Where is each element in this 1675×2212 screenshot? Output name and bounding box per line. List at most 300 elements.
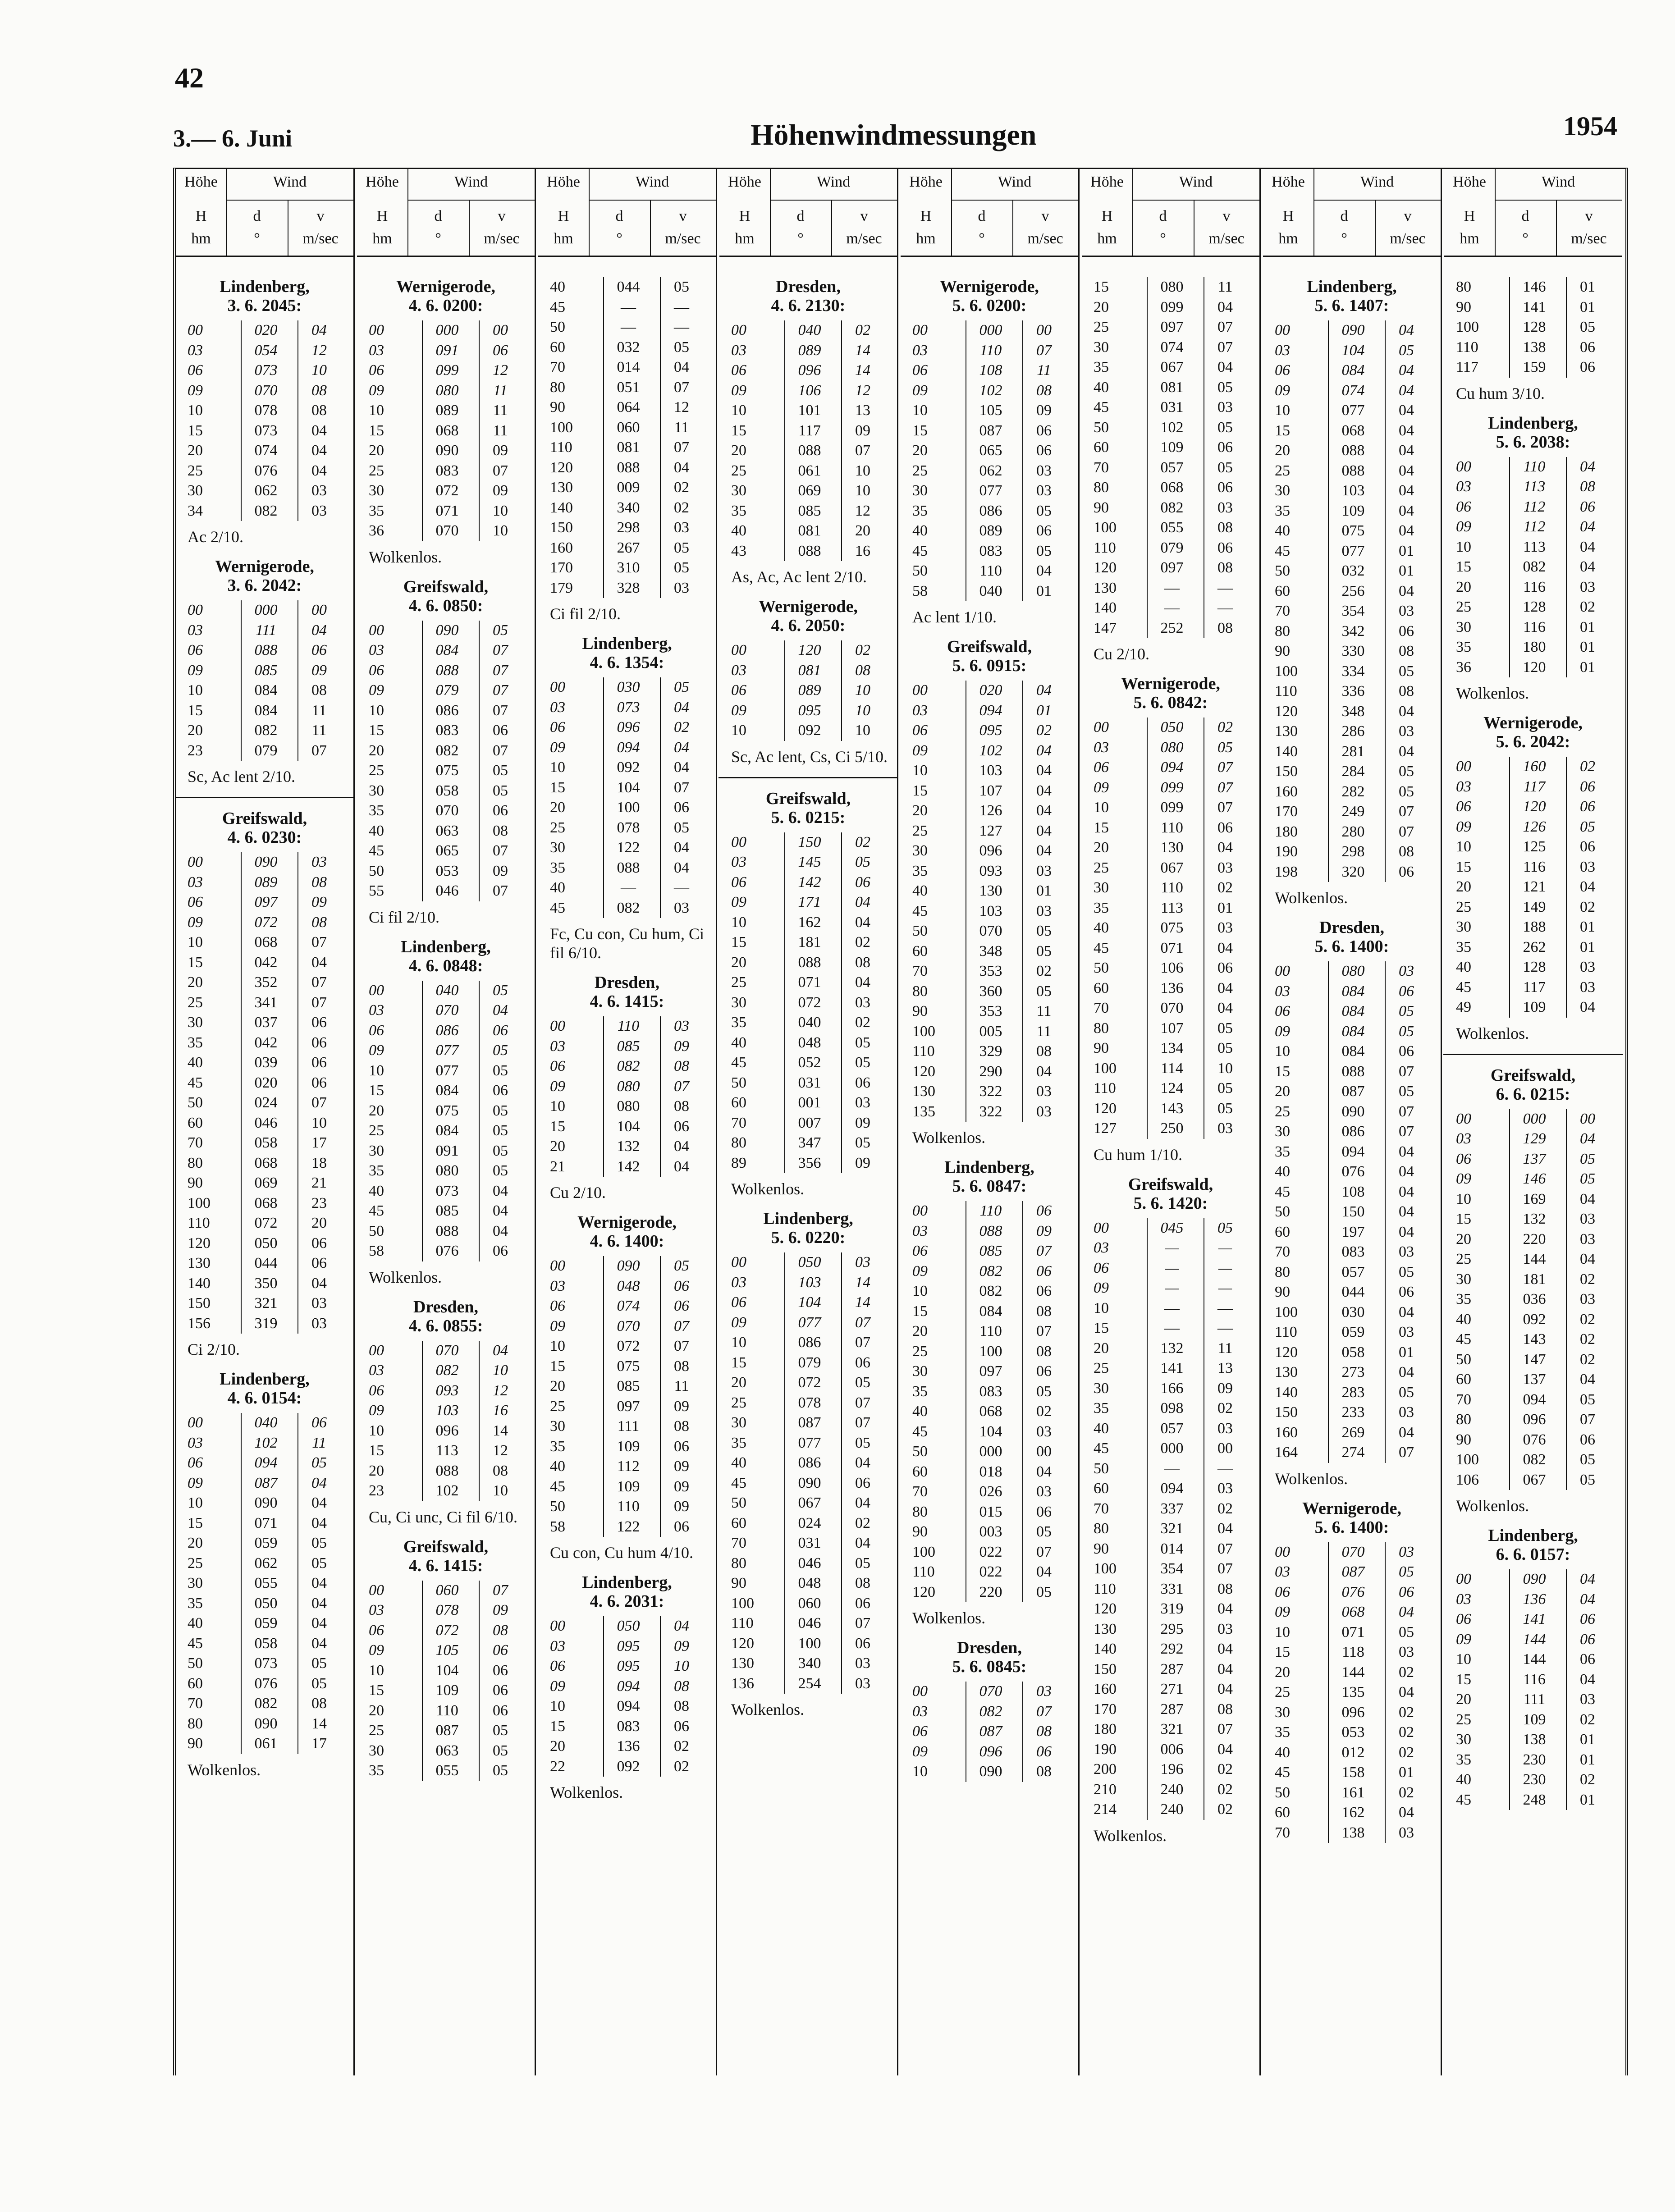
table-row: [1263, 1262, 1441, 1283]
speed-cell: 01: [1580, 658, 1595, 676]
direction-cell: 090: [435, 622, 459, 639]
d-label: d: [434, 208, 442, 224]
height-cell: 09: [1456, 1631, 1471, 1648]
direction-cell: 099: [1160, 779, 1184, 796]
table-row: [1444, 1590, 1622, 1610]
height-cell: 20: [188, 442, 203, 459]
direction-cell: 104: [435, 1662, 459, 1679]
table-row: [1444, 1609, 1622, 1630]
table-row: [357, 1181, 535, 1202]
table-row: [1444, 1630, 1622, 1650]
height-cell: 06: [550, 1058, 565, 1074]
table-row: [1082, 498, 1259, 518]
speed-cell: 07: [1036, 1323, 1052, 1339]
direction-cell: 169: [1523, 1190, 1546, 1207]
cloud-note: Wolkenlos.: [1456, 684, 1529, 702]
direction-cell: 022: [979, 1543, 1002, 1560]
height-cell: 90: [188, 1735, 203, 1752]
header-divider: [1375, 200, 1376, 256]
height-cell: 60: [731, 1094, 746, 1111]
direction-cell: 064: [617, 399, 640, 416]
direction-cell: 061: [254, 1735, 278, 1752]
height-cell: 10: [188, 682, 203, 699]
table-row: [901, 1682, 1078, 1702]
direction-cell: 331: [1160, 1580, 1184, 1597]
speed-cell: 12: [855, 502, 870, 519]
direction-cell: 022: [979, 1563, 1002, 1580]
speed-cell: 06: [1580, 498, 1595, 515]
direction-cell: 112: [1523, 498, 1546, 515]
direction-cell: 116: [1523, 618, 1546, 635]
direction-cell: 070: [979, 923, 1002, 939]
direction-cell: 083: [617, 1718, 640, 1735]
direction-cell: 086: [798, 1454, 821, 1471]
table-row: [1263, 1182, 1441, 1202]
speed-cell: 04: [1217, 1741, 1233, 1758]
direction-cell: 071: [798, 974, 821, 991]
direction-cell: 088: [435, 1462, 459, 1479]
speed-cell: 12: [493, 362, 508, 379]
height-cell: 10: [369, 1662, 384, 1679]
direction-cell: 031: [798, 1074, 821, 1091]
direction-cell: —: [621, 879, 636, 896]
column-body: [538, 277, 716, 1802]
table-row: [357, 761, 535, 781]
speed-cell: 04: [1580, 1671, 1595, 1688]
height-cell: 40: [550, 1458, 565, 1475]
direction-cell: 073: [617, 699, 640, 716]
station-datetime: 6. 6. 0157:: [1496, 1545, 1570, 1564]
speed-cell: 06: [311, 1255, 327, 1271]
table-row: [176, 661, 353, 681]
speed-cell: 06: [1217, 479, 1233, 496]
speed-cell: 11: [1037, 362, 1051, 379]
wind-label: Wind: [635, 174, 669, 190]
speed-cell: —: [674, 298, 689, 315]
height-cell: 55: [369, 882, 384, 899]
speed-cell: 06: [1580, 1631, 1595, 1648]
direction-cell: 116: [1523, 858, 1546, 875]
table-row: [357, 701, 535, 721]
height-cell: 110: [1456, 338, 1478, 356]
height-cell: 120: [1275, 1344, 1298, 1361]
direction-cell: 089: [798, 682, 821, 699]
direction-cell: 024: [254, 1094, 278, 1111]
height-cell: 160: [1094, 1681, 1117, 1697]
direction-cell: 171: [798, 894, 821, 910]
height-cell: 09: [188, 1474, 203, 1491]
height-cell: 30: [1456, 618, 1471, 635]
table-row: [176, 1714, 353, 1734]
h-label: H: [1464, 208, 1475, 224]
height-cell: 50: [1094, 960, 1109, 976]
height-cell: 45: [188, 1074, 203, 1091]
height-cell: 06: [1456, 1150, 1471, 1167]
height-cell: 40: [1094, 919, 1109, 936]
speed-cell: 06: [674, 1298, 689, 1314]
header-rule: [1313, 200, 1441, 201]
speed-cell: 07: [493, 742, 508, 759]
speed-cell: 08: [1399, 843, 1414, 860]
table-row: [1444, 957, 1622, 978]
speed-cell: 04: [311, 1615, 327, 1632]
height-cell: 50: [1094, 419, 1109, 436]
direction-cell: 086: [435, 702, 459, 719]
height-cell: 03: [912, 1703, 928, 1720]
direction-cell: 107: [979, 782, 1002, 799]
height-cell: 35: [550, 859, 565, 876]
direction-cell: 142: [617, 1158, 640, 1175]
table-row: [538, 317, 716, 338]
height-cell: 45: [1456, 978, 1471, 996]
speed-cell: 04: [1217, 359, 1233, 375]
height-cell: 156: [188, 1315, 211, 1332]
direction-cell: 090: [1523, 1571, 1546, 1587]
table-row: [1263, 341, 1441, 361]
speed-cell: 02: [855, 934, 870, 951]
speed-cell: 04: [311, 1275, 327, 1292]
height-cell: 15: [188, 1514, 203, 1531]
speed-cell: 20: [311, 1215, 327, 1231]
speed-cell: 05: [493, 782, 508, 799]
station-heading: [719, 277, 897, 315]
speed-cell: 04: [1580, 538, 1595, 555]
speed-cell: 04: [311, 1474, 327, 1491]
speed-cell: 03: [1217, 499, 1233, 516]
direction-cell: 090: [1341, 1103, 1365, 1120]
direction-cell: 005: [979, 1023, 1002, 1040]
height-cell: 45: [1094, 939, 1109, 956]
table-row: [1082, 958, 1259, 978]
direction-cell: 009: [617, 479, 640, 496]
direction-cell: 329: [979, 1043, 1002, 1060]
table-row: [1082, 1398, 1259, 1419]
height-cell: 40: [369, 822, 384, 839]
height-cell: 60: [1094, 979, 1109, 996]
direction-cell: 136: [617, 1738, 640, 1755]
speed-cell: 12: [493, 1382, 508, 1399]
height-cell: 09: [550, 1677, 565, 1695]
height-cell: 110: [188, 1215, 210, 1231]
direction-cell: 053: [435, 862, 459, 879]
station-name: Dresden,: [1319, 918, 1384, 937]
speed-cell: 01: [1399, 1764, 1414, 1781]
table-row: [901, 481, 1078, 501]
speed-cell: 08: [674, 1357, 689, 1375]
block-separator: [175, 797, 354, 798]
speed-cell: 03: [1036, 1083, 1052, 1100]
direction-cell: 102: [254, 1434, 278, 1451]
station-heading: [1263, 1499, 1441, 1537]
table-row: [719, 341, 897, 361]
speed-cell: 04: [1036, 742, 1052, 759]
speed-cell: 09: [493, 1602, 508, 1618]
header-divider: [1313, 169, 1314, 256]
speed-cell: 05: [493, 1162, 508, 1179]
speed-cell: 09: [493, 862, 508, 879]
speed-cell: 04: [1580, 878, 1595, 895]
table-row: [719, 320, 897, 341]
table-row: [1444, 297, 1622, 318]
speed-cell: 05: [1217, 379, 1233, 396]
speed-cell: 06: [1580, 798, 1595, 815]
speed-cell: 01: [1217, 899, 1233, 916]
speed-cell: 06: [1580, 778, 1595, 795]
table-row: [1082, 518, 1259, 538]
cloud-note: Ci fil 2/10.: [369, 908, 440, 926]
height-cell: 90: [912, 1003, 928, 1019]
speed-cell: 03: [1399, 963, 1414, 979]
height-cell: 35: [188, 1595, 203, 1612]
table-row: [1444, 1790, 1622, 1810]
speed-cell: 13: [855, 402, 870, 419]
speed-cell: 10: [674, 1658, 689, 1674]
direction-cell: 287: [1160, 1700, 1184, 1718]
table-row: [719, 1573, 897, 1594]
table-row: [176, 1293, 353, 1314]
speed-cell: 10: [855, 482, 870, 499]
height-cell: 09: [731, 702, 746, 719]
direction-cell: 099: [1160, 799, 1184, 816]
speed-cell: 07: [1217, 799, 1233, 816]
speed-cell: 11: [311, 722, 327, 739]
height-cell: 80: [731, 1554, 746, 1572]
direction-cell: 050: [798, 1254, 821, 1271]
table-row: [901, 401, 1078, 421]
direction-cell: 082: [435, 742, 459, 759]
direction-cell: 079: [435, 682, 459, 699]
station-datetime: 4. 6. 1415:: [408, 1556, 483, 1575]
table-row: [719, 1513, 897, 1534]
direction-cell: 250: [1160, 1120, 1184, 1137]
direction-cell: 120: [798, 642, 821, 658]
table-row: [176, 381, 353, 401]
direction-cell: 280: [1341, 823, 1365, 840]
direction-cell: 060: [798, 1595, 821, 1612]
speed-cell: 03: [311, 854, 327, 870]
direction-cell: 048: [798, 1034, 821, 1051]
height-cell: 20: [1275, 1664, 1290, 1681]
direction-cell: 120: [1523, 658, 1546, 676]
table-row: [1263, 1562, 1441, 1582]
station-name: Lindenberg,: [1307, 277, 1397, 296]
height-cell: 60: [1275, 1223, 1290, 1240]
hm-label: hm: [191, 230, 211, 247]
height-cell: 20: [731, 1374, 746, 1391]
speed-cell: 05: [493, 1142, 508, 1159]
table-row: [357, 881, 535, 901]
direction-cell: 298: [617, 519, 640, 536]
direction-cell: 090: [254, 1494, 278, 1511]
height-cell: 00: [369, 622, 384, 639]
table-row: [1444, 1310, 1622, 1330]
speed-cell: 06: [855, 1354, 870, 1371]
station-heading: [901, 277, 1078, 315]
table-row: [176, 1573, 353, 1594]
table-row: [901, 521, 1078, 541]
height-cell: 00: [912, 322, 928, 338]
height-cell: 100: [731, 1595, 754, 1612]
station-datetime: 4. 6. 0848:: [408, 956, 483, 975]
table-row: [719, 381, 897, 401]
speed-cell: 11: [1217, 279, 1233, 295]
speed-cell: 11: [1217, 1339, 1233, 1357]
table-row: [1082, 1700, 1259, 1720]
direction-cell: 095: [617, 1658, 640, 1674]
direction-cell: 052: [798, 1054, 821, 1071]
speed-cell: 04: [1036, 682, 1052, 699]
speed-cell: 07: [1399, 1444, 1414, 1461]
height-cell: 50: [1275, 1784, 1290, 1801]
table-row: [176, 341, 353, 361]
table-row: [176, 1594, 353, 1614]
direction-cell: 062: [254, 1554, 278, 1572]
speed-cell: 04: [311, 1514, 327, 1531]
height-cell: 06: [912, 362, 928, 379]
height-cell: 110: [912, 1563, 935, 1580]
speed-cell: 07: [674, 1078, 689, 1095]
direction-cell: —: [1164, 1460, 1180, 1477]
height-cell: 30: [912, 482, 928, 499]
cloud-note: Ci 2/10.: [188, 1340, 240, 1358]
direction-cell: 089: [435, 402, 459, 419]
table-row: [1263, 1001, 1441, 1022]
direction-cell: 082: [254, 722, 278, 739]
direction-cell: 322: [979, 1083, 1002, 1100]
station-datetime: 4. 6. 0230:: [227, 828, 302, 847]
speed-cell: 04: [493, 1182, 508, 1199]
direction-cell: 088: [798, 954, 821, 971]
height-cell: 100: [1094, 1060, 1117, 1077]
height-cell: 09: [912, 1262, 928, 1280]
d-label: d: [1521, 208, 1529, 224]
direction-cell: 188: [1523, 919, 1546, 935]
table-row: [1263, 361, 1441, 381]
msec-label: m/sec: [1208, 230, 1245, 247]
measurement-rows: [1444, 757, 1622, 1018]
table-row: [176, 461, 353, 481]
height-cell: 49: [1456, 999, 1471, 1015]
table-row: [1082, 578, 1259, 599]
direction-cell: 150: [1341, 1203, 1365, 1220]
speed-cell: 11: [1036, 1023, 1052, 1040]
speed-cell: 05: [674, 819, 689, 836]
height-cell: 35: [369, 1162, 384, 1179]
height-cell: 50: [731, 1494, 746, 1511]
station-heading: [1082, 674, 1259, 712]
height-cell: 35: [369, 502, 384, 519]
direction-cell: 110: [617, 1498, 640, 1515]
table-row: [1263, 641, 1441, 662]
speed-cell: 11: [1036, 1003, 1052, 1019]
measurement-rows: [1082, 277, 1259, 638]
h-label: H: [920, 208, 932, 224]
table-row: [1444, 317, 1622, 338]
height-cell: 15: [1094, 819, 1109, 836]
height-cell: 06: [1094, 1259, 1109, 1276]
speed-cell: 11: [493, 402, 508, 419]
table-row: [719, 1674, 897, 1694]
direction-cell: 269: [1341, 1424, 1365, 1441]
speed-cell: 09: [855, 1154, 870, 1171]
measurement-rows: [538, 1256, 716, 1537]
speed-cell: 09: [855, 422, 870, 439]
height-cell: 40: [912, 1403, 928, 1420]
measurement-rows: [1444, 1109, 1622, 1490]
direction-cell: 085: [435, 1202, 459, 1219]
table-row: [1082, 878, 1259, 898]
table-row: [357, 1101, 535, 1121]
table-row: [357, 1721, 535, 1741]
measurement-rows: [538, 277, 716, 598]
table-row: [719, 1493, 897, 1513]
height-cell: 60: [1094, 1480, 1109, 1497]
direction-cell: 158: [1341, 1764, 1365, 1781]
table-row: [1263, 601, 1441, 622]
direction-cell: 094: [617, 1698, 640, 1714]
speed-cell: 03: [1399, 1243, 1414, 1260]
table-row: [901, 320, 1078, 341]
height-cell: 40: [550, 879, 565, 896]
direction-cell: 342: [1341, 622, 1365, 640]
height-cell: 06: [731, 362, 746, 379]
table-row: [901, 1702, 1078, 1722]
table-row: [1444, 1169, 1622, 1189]
speed-cell: 04: [1580, 558, 1595, 575]
direction-cell: 044: [1341, 1284, 1365, 1300]
direction-cell: 070: [435, 1342, 459, 1359]
height-cell: 15: [550, 1357, 565, 1375]
direction-cell: 256: [1341, 582, 1365, 599]
height-cell: 50: [550, 319, 565, 335]
speed-cell: 04: [1036, 562, 1052, 579]
direction-cell: 138: [1341, 1824, 1365, 1841]
table-row: [719, 1113, 897, 1133]
station-name: Lindenberg,: [220, 1370, 310, 1389]
table-row: [901, 441, 1078, 461]
table-row: [538, 297, 716, 318]
direction-cell: 181: [798, 934, 821, 951]
speed-cell: 04: [1399, 442, 1414, 459]
station-datetime: 5. 6. 0845:: [952, 1657, 1027, 1676]
direction-cell: 141: [1523, 298, 1546, 315]
height-cell: 20: [550, 1138, 565, 1155]
height-cell: 30: [188, 1575, 203, 1591]
height-cell: 60: [188, 1114, 203, 1131]
direction-cell: 286: [1341, 723, 1365, 740]
measurement-rows: [719, 1252, 897, 1694]
direction-cell: 092: [617, 759, 640, 776]
table-row: [901, 1482, 1078, 1502]
height-cell: 03: [1456, 478, 1471, 495]
table-row: [719, 1533, 897, 1554]
height-cell: 23: [188, 742, 203, 759]
direction-cell: 003: [979, 1523, 1002, 1540]
speed-cell: 05: [1217, 1040, 1233, 1056]
table-row: [357, 441, 535, 461]
table-row: [1263, 1282, 1441, 1303]
height-cell: 03: [369, 642, 384, 658]
station-datetime: 5. 6. 0847:: [952, 1177, 1027, 1196]
height-cell: 40: [731, 522, 746, 539]
speed-cell: 04: [1036, 1563, 1052, 1580]
speed-cell: 01: [1399, 542, 1414, 559]
height-cell: 00: [1456, 1110, 1471, 1127]
table-row: [1082, 738, 1259, 758]
speed-cell: 04: [1036, 782, 1052, 799]
speed-cell: 01: [1580, 1731, 1595, 1748]
height-cell: 40: [1094, 379, 1109, 396]
